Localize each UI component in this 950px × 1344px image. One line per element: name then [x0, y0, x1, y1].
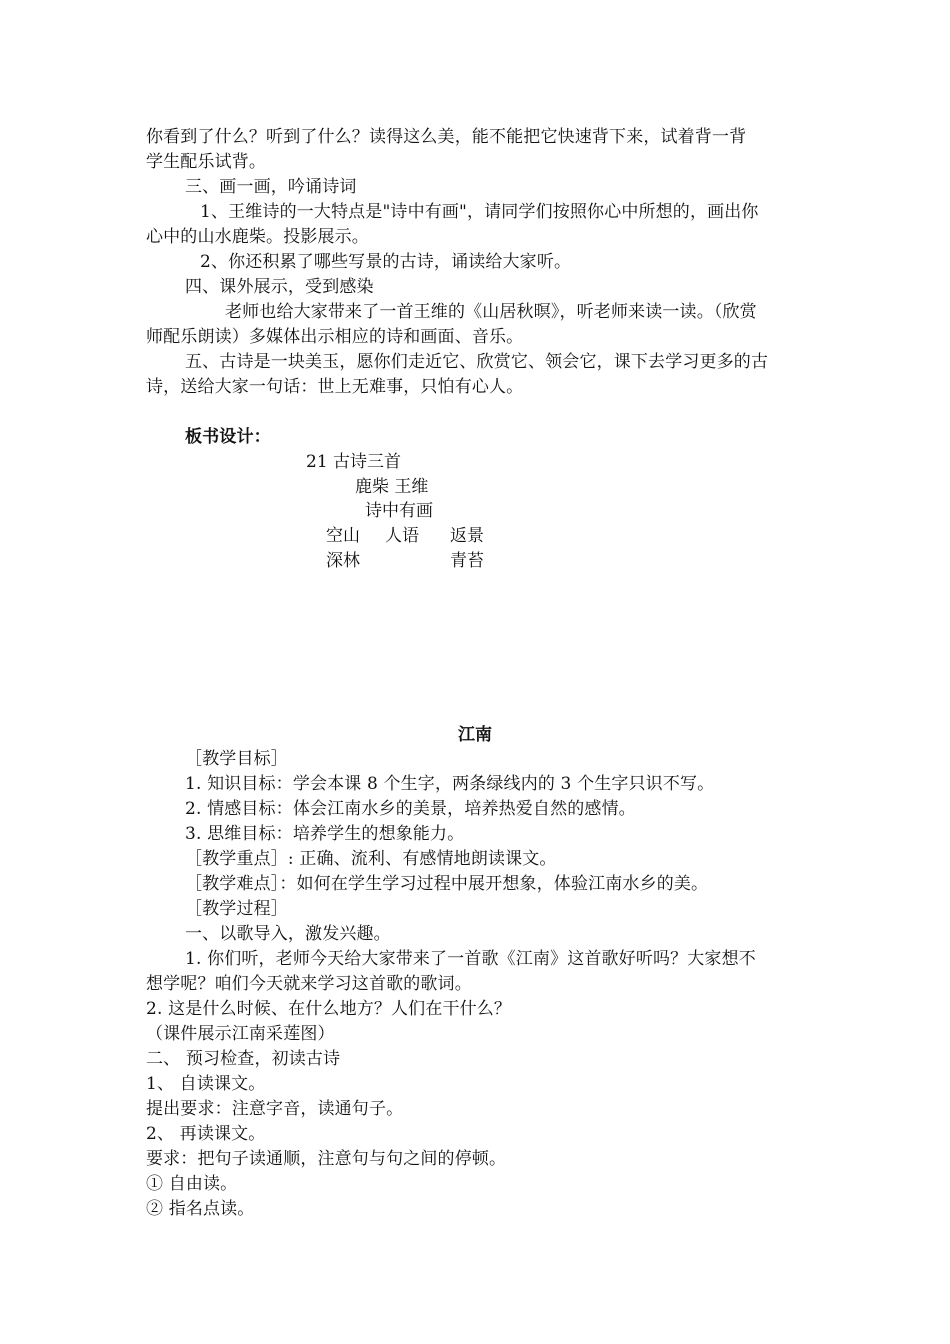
paragraph-line: ［教学难点］：如何在学生学习过程中展开想象，体验江南水乡的美。 — [185, 874, 709, 894]
paragraph-line: 1. 知识目标：学会本课 8 个生字，两条绿线内的 3 个生字只识不写。 — [185, 774, 715, 794]
paragraph-line: （课件展示江南采莲图） — [146, 1024, 335, 1044]
paragraph-line: 想学呢？咱们今天就来学习这首歌的歌词。 — [146, 974, 472, 994]
section-heading-4: 四、课外展示，受到感染 — [185, 277, 374, 297]
paragraph-line: 学生配乐试背。 — [146, 152, 267, 172]
list-item: ② 指名点读。 — [146, 1199, 255, 1219]
paragraph-line: 心中的山水鹿柴。投影展示。 — [146, 227, 369, 247]
board-word: 深林 — [326, 551, 360, 571]
paragraph-line: 要求：把句子读通顺，注意句与句之间的停顿。 — [146, 1149, 507, 1169]
lesson-title: 江南 — [458, 725, 492, 745]
board-word: 空山 — [326, 526, 360, 546]
paragraph-line: 一、以歌导入，激发兴趣。 — [185, 924, 391, 944]
board-word: 青苔 — [450, 551, 484, 571]
board-title: 21 古诗三首 — [306, 452, 402, 472]
paragraph-line: 师配乐朗读）多媒体出示相应的诗和画面、音乐。 — [146, 327, 524, 347]
paragraph-line: 提出要求：注意字音，读通句子。 — [146, 1099, 404, 1119]
paragraph-line: 二、 预习检查，初读古诗 — [146, 1049, 341, 1069]
paragraph-line: ［教学目标］ — [185, 749, 288, 769]
paragraph-line: 老师也给大家带来了一首王维的《山居秋暝》，听老师来读一读。（欣赏 — [225, 302, 757, 322]
paragraph-line: 1. 你们听，老师今天给大家带来了一首歌《江南》这首歌好听吗？大家想不 — [185, 949, 756, 969]
paragraph-line: ［教学过程］ — [185, 899, 288, 919]
paragraph-line: 1、 自读课文。 — [146, 1074, 266, 1094]
paragraph-line: ［教学重点］: 正确、流利、有感情地朗读课文。 — [185, 849, 557, 869]
board-theme: 诗中有画 — [365, 501, 433, 521]
paragraph-line: 诗，送给大家一句话：世上无难事，只怕有心人。 — [146, 377, 524, 397]
paragraph-line: 2、 再读课文。 — [146, 1124, 266, 1144]
paragraph-line: 1、王维诗的一大特点是"诗中有画"，请同学们按照你心中所想的，画出你 — [200, 202, 759, 222]
board-word: 人语 — [385, 526, 419, 546]
section-heading-3: 三、画一画，吟诵诗词 — [185, 177, 357, 197]
section-heading-5: 五、古诗是一块美玉，愿你们走近它、欣赏它、领会它，课下去学习更多的古 — [185, 352, 769, 372]
paragraph-line: 你看到了什么？听到了什么？读得这么美，能不能把它快速背下来，试着背一背 — [146, 127, 747, 147]
paragraph-line: 2. 情感目标：体会江南水乡的美景，培养热爱自然的感情。 — [185, 799, 636, 819]
paragraph-line: 2. 这是什么时候、在什么地方？人们在干什么？ — [146, 999, 512, 1019]
board-heading: 板书设计： — [185, 427, 271, 447]
board-word: 返景 — [450, 526, 484, 546]
paragraph-line: 3. 思维目标：培养学生的想象能力。 — [185, 824, 465, 844]
board-poem: 鹿柴 王维 — [355, 477, 429, 497]
paragraph-line: 2、你还积累了哪些写景的古诗，诵读给大家听。 — [200, 252, 572, 272]
list-item: ① 自由读。 — [146, 1174, 238, 1194]
